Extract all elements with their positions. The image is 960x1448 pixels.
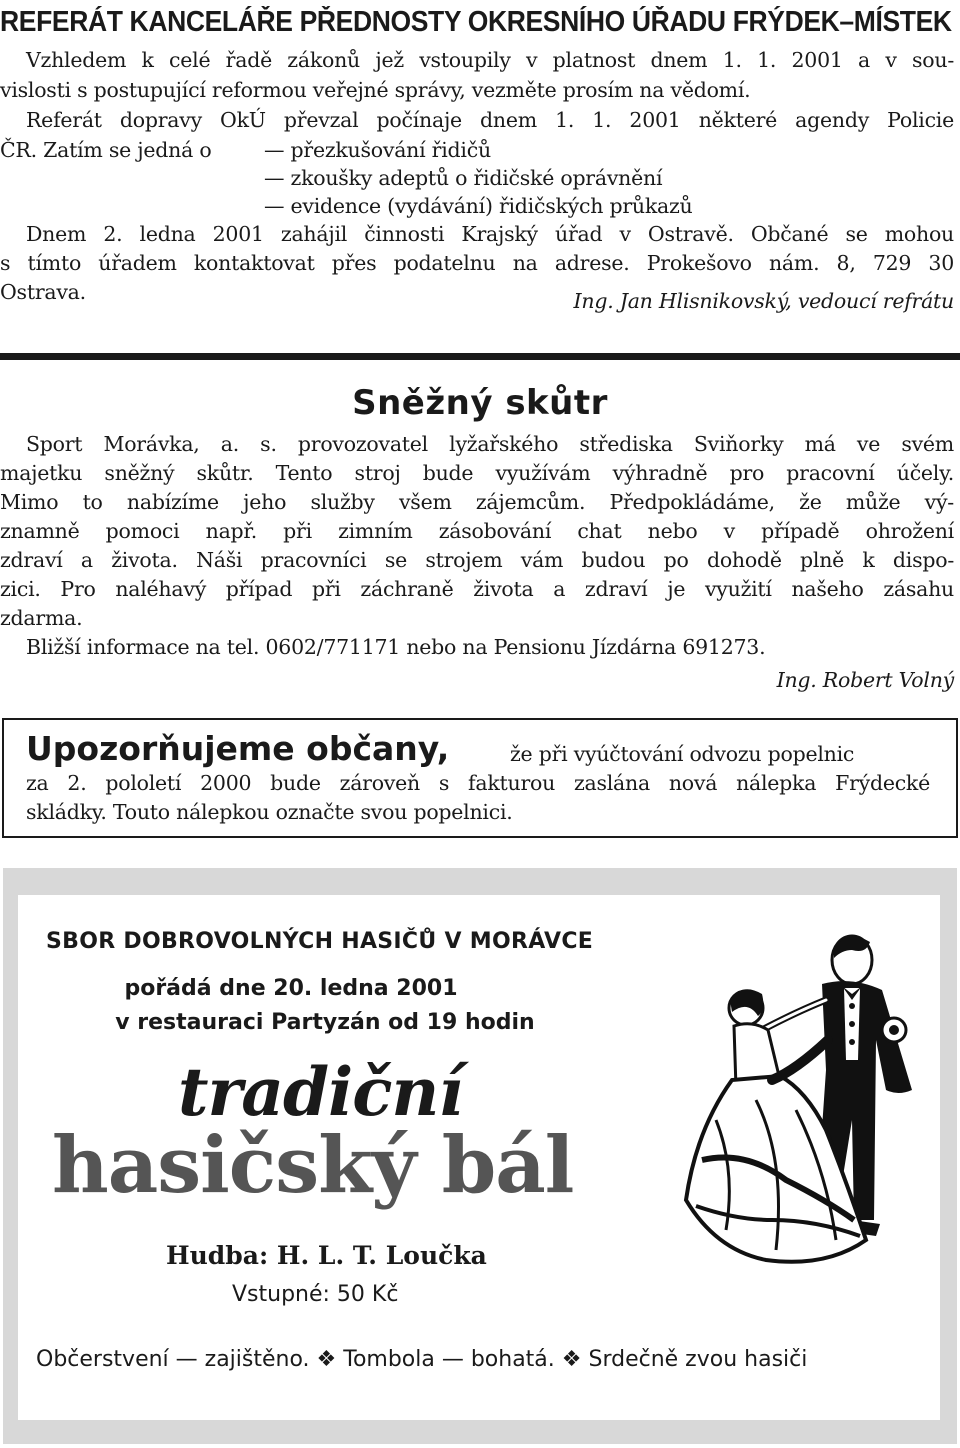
poster-date: pořádá dne 20. ledna 2001	[124, 976, 458, 1001]
skutr-line-7: zdarma.	[0, 606, 83, 630]
skutr-line-8: Bližší informace na tel. 0602/771171 nebo na Pensionu Jízdárna 691273.	[26, 635, 766, 659]
skutr-line-2: majetku sněžný skůtr. Tento stroj bude využívám výhradně pro pracovní účely.	[0, 461, 954, 485]
poster-footer: Občerstvení — zajištěno. ❖ Tombola — bohatá. ❖ Srdečně zvou hasiči	[36, 1347, 808, 1372]
poster-music: Hudba: H. L. T. Loučka	[166, 1241, 487, 1270]
referat-signature: Ing. Jan Hlisnikovský, vedoucí refrátu	[573, 289, 954, 313]
notice-line-3: skládky. Touto nálepkou označte svou popelnici.	[26, 800, 513, 824]
referat-agenda-1: — přezkušování řidičů	[264, 138, 491, 162]
skutr-signature: Ing. Robert Volný	[776, 668, 954, 692]
poster-place: v restauraci Partyzán od 19 hodin	[115, 1010, 535, 1035]
notice-line-2: za 2. pololetí 2000 bude zároveň s fakturou zaslána nová nálepka Frýdecké	[26, 771, 930, 795]
skutr-line-5: zdraví a života. Náši pracovníci se strojem vám budou po dohodě plně k dispo-	[0, 548, 954, 572]
referat-title: REFERÁT KANCELÁŘE PŘEDNOSTY OKRESNÍHO ÚŘADU FRÝDEK–MÍSTEK	[0, 6, 952, 38]
dancing-couple-illustration	[676, 920, 920, 1308]
referat-line-6: s tímto úřadem kontaktovat přes podatelnu na adrese. Prokešovo nám. 8, 729 30	[0, 251, 954, 275]
referat-agenda-3: — evidence (vydávání) řidičských průkazů	[264, 194, 693, 218]
referat-line-1: Vzhledem k celé řadě zákonů jež vstoupily v platnost dnem 1. 1. 2001 a v sou-	[26, 48, 954, 72]
poster-entry-fee: Vstupné: 50 Kč	[232, 1282, 399, 1307]
skutr-line-4: znamně pomoci např. při zimním zásobování chat nebo v případě ohrožení	[0, 519, 954, 543]
poster-title-ball: hasičský bál	[52, 1120, 574, 1211]
notice-line-1: že při vyúčtování odvozu popelnic	[510, 742, 855, 766]
referat-line-7: Ostrava.	[0, 280, 86, 304]
referat-line-3: Referát dopravy OkÚ převzal počínaje dnem 1. 1. 2001 některé agendy Policie	[26, 108, 954, 132]
skutr-title: Sněžný skůtr	[352, 383, 608, 423]
referat-line-2: vislosti s postupující reformou veřejné správy, vezměte prosím na vědomí.	[0, 78, 751, 102]
poster-organizer: SBOR DOBROVOLNÝCH HASIČŮ V MORÁVCE	[46, 929, 594, 954]
referat-line-4: ČR. Zatím se jedná o	[0, 138, 212, 162]
referat-line-5: Dnem 2. ledna 2001 zahájil činnosti Krajský úřad v Ostravě. Občané se mohou	[26, 222, 954, 246]
poster-title-traditional: tradiční	[178, 1053, 463, 1131]
skutr-line-1: Sport Morávka, a. s. provozovatel lyžařského střediska Sviňorky má ve svém	[26, 432, 954, 456]
section-divider	[0, 353, 960, 360]
skutr-line-3: Mimo to nabízíme jeho služby všem zájemcům. Předpokládáme, že může vý-	[0, 490, 954, 514]
referat-agenda-2: — zkoušky adeptů o řidičské oprávnění	[264, 166, 663, 190]
notice-heading: Upozorňujeme občany,	[26, 729, 450, 768]
skutr-line-6: zici. Pro naléhavý případ při záchraně života a zdraví je využití našeho zásahu	[0, 577, 954, 601]
